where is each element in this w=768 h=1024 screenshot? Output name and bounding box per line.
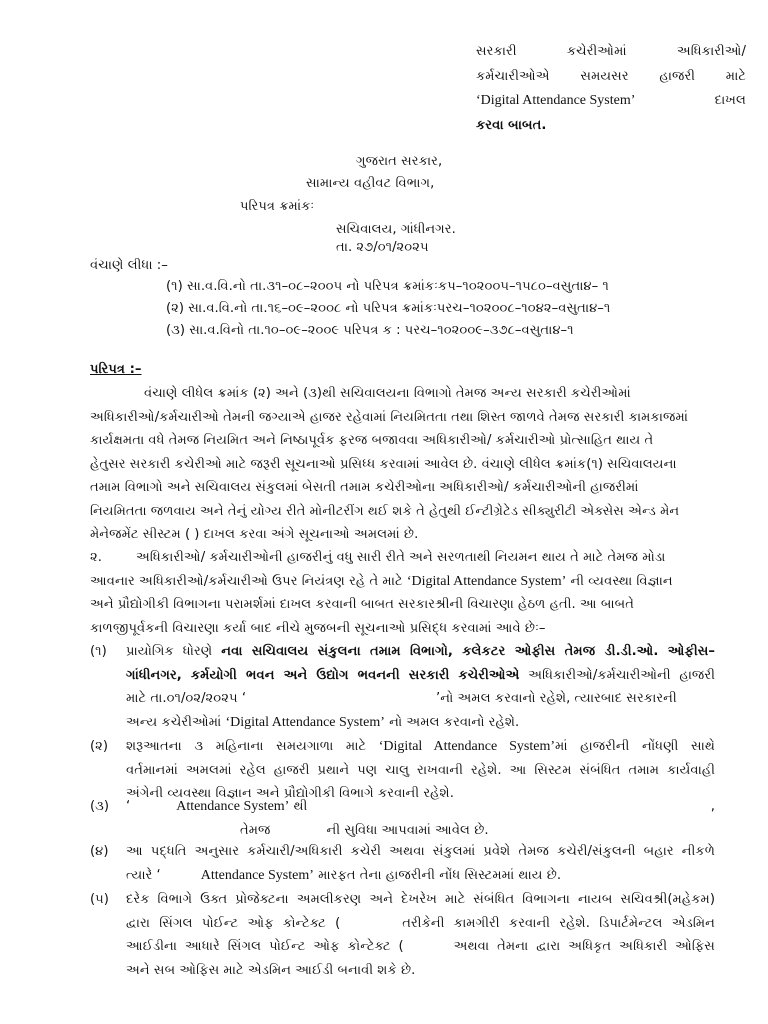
point-line: અંગેની વ્યવસ્થા વિજ્ઞાન અને પ્રૌદ્યોગીકી વિભાગે કરવાની રહેશે. xyxy=(126,786,454,801)
paragraph-line xyxy=(90,546,715,570)
point-line xyxy=(126,640,715,664)
subject-line-3 xyxy=(476,89,746,114)
point-line xyxy=(126,935,715,959)
point-line xyxy=(126,664,715,688)
point-text: અન્ય કચેરીઓમાં xyxy=(126,714,226,730)
point-4 xyxy=(90,840,715,887)
point-line xyxy=(126,795,715,819)
point-text: માં હાજરીની નોંધણી સાથે xyxy=(555,739,715,754)
point-3 xyxy=(90,795,715,842)
circular-heading: પરિપત્ર :– xyxy=(90,362,142,377)
point-text: અધિકારીઓ/કર્મચારીઓની હાજરી xyxy=(519,667,715,683)
paragraph-line: તમામ વિભાગો અને સચિવાલય સંકુલમાં બેસતી તમામ કચેરીઓના અધિકારીઓ/ કર્મચારીઓની હાજરીમાં xyxy=(90,480,639,495)
paragraph-line: અને પ્રૌદ્યોગીકી વિભાગના પરામર્શમાં દાખલ કરવાની બાબત સરકારશ્રીની વિચારણા હેઠળ હતી. આ બાબતે xyxy=(90,597,634,612)
point-text: દ્વારા સિંગલ પોઈન્ટ ઓફ કોન્ટેક્ટ ( xyxy=(126,915,341,931)
department-name: સામાન્ય વહીવટ વિભાગ, xyxy=(306,176,435,191)
point-bold-text: નવા સચિવાલય સંકુલના તમામ વિભાગો, કલેકટર ઓફીસ તેમજ ડી.ડી.ઓ. ઓફીસ– xyxy=(221,644,715,659)
point-text: નો અમલ કરવાનો રહેશે. xyxy=(384,714,520,730)
references-title: વંચાણે લીધા :– xyxy=(90,258,168,273)
reference-item: (૧) સા.વ.વિ.નો તા.૩૧–૦૮–૨૦૦૫ નો પરિપત્ર ક્રમાંકઃકપ–૧૦૨૦૦૫–૧૫૮૦–વસુતા૪– ૧ xyxy=(166,279,609,294)
point-line xyxy=(126,711,715,735)
point-line: વર્તમાનમાં અમલમાં રહેલ હાજરી પ્રથાને પણ ચાલુ રાખવાની રહેશે. આ સિસ્ટમ સંબંધિત તમામ કાર્યવાહી xyxy=(126,762,715,778)
point-1 xyxy=(90,640,715,734)
point-number: (૧) xyxy=(90,644,107,659)
paragraph-line: વંચાણે લીધેલ ક્રમાંક (૨) અને (૩)થી સચિવાલયના વિભાગો તેમજ અન્ય સરકારી કચેરીઓમાં xyxy=(144,386,631,401)
system-name: Attendance System’ xyxy=(200,867,314,883)
point-text: આઈડીના આધારે સિંગલ પોઈન્ટ ઓફ કોન્ટેક્ટ ( xyxy=(126,939,404,954)
paragraph-number: ૨. xyxy=(90,550,102,565)
reference-item: (૩) સા.વ.વિનો તા.૧૦–૦૯–૨૦૦૯ પરિપત્ર ક : પરચ–૧૦૨૦૦૯–૩૭૮–વસુતા૪–૧ xyxy=(166,323,574,338)
subject-block xyxy=(476,40,746,138)
paragraph-text: આવનાર અધિકારીઓ/કર્મચારીઓ ઉપર નિયંત્રણ રહે તે માટે xyxy=(90,573,407,589)
govt-name: ગુજરાત સરકાર, xyxy=(356,154,443,169)
point-line xyxy=(126,819,715,843)
subject-word: સરકારી xyxy=(476,44,517,59)
point-text: ‘ xyxy=(126,799,131,814)
point-text: પ્રાયોગિક ધોરણે xyxy=(126,644,222,659)
paragraph-line: અધિકારીઓ/કર્મચારીઓ તેમની જગ્યાએ હાજર રહેવામાં નિયમિતતા તથા શિસ્ત જાળવે તેમજ સરકારી કામકાજમાં xyxy=(90,409,688,425)
system-name: ‘Digital Attendance System’ xyxy=(406,573,567,589)
point-line: આ પદ્ધતિ અનુસાર કર્મચારી/અધિકારી કચેરી અથવા સંકુલમાં પ્રવેશે તેમજ કચેરી/સંકુલની બહાર નીકળે xyxy=(126,844,715,859)
point-text: ની સુવિધા આપવામાં આવેલ છે. xyxy=(326,822,489,838)
paragraph-line: કાર્યક્ષમતા વધે તેમજ નિયમિત અને નિષ્ઠાપૂર્વક ફરજ બજાવવા અધિકારીઓ/ કર્મચારીઓ પ્રોત્સાહિત થાય તે xyxy=(90,433,654,448)
subject-word: અધિકારીઓ/ xyxy=(676,44,746,59)
paragraph-text: ની વ્યવસ્થા વિજ્ઞાન xyxy=(566,573,673,589)
point-bold-text: ગાંધીનગર, કર્મયોગી ભવન અને ઉદ્યોગ ભવનની સરકારી કચેરીઓએ xyxy=(126,667,520,683)
point-text: થી xyxy=(289,799,308,814)
point-line xyxy=(126,864,715,888)
point-text: તરીકેની કામગીરી કરવાની રહેશે. ડિપાર્ટમેન્ટલ એડમિન xyxy=(402,915,715,931)
paragraph-line: નિયમિતતા જળવાય અને તેનું યોગ્ય રીતે મોનીટરીંગ થઈ શકે તે હેતુથી ઈન્ટીગ્રેટેડ સીક્યુરીટી એક્સેસ એન્ડ મેન xyxy=(90,503,680,519)
point-text: તેમજ xyxy=(240,822,271,838)
point-line xyxy=(126,687,715,711)
subject-line-1 xyxy=(476,40,746,65)
point-line: દરેક વિભાગે ઉક્ત પ્રોજેક્ટના અમલીકરણ અને દેખરેખ માટે સંબંધિત વિભાગના નાયબ સચિવશ્રી(મહેકમ) xyxy=(126,892,715,907)
circular-date: તા. ૨૭/૦૧/૨૦૨૫ xyxy=(336,240,429,255)
subject-word: કચેરીઓમાં xyxy=(566,44,627,59)
system-name: ‘Digital Attendance System’ xyxy=(476,93,636,108)
point-line xyxy=(126,735,715,759)
point-text: શરૂઆતના ૩ મહિનાના સમયગાળા માટે xyxy=(126,739,379,754)
paragraph-2 xyxy=(90,546,715,640)
system-name: Attendance System’ xyxy=(176,799,290,814)
paragraph-line: કાળજીપૂર્વકની વિચારણા કર્યા બાદ નીચે મુજબની સૂચનાઓ પ્રસિદ્ધ કરવામાં આવે છેઃ– xyxy=(90,620,546,636)
point-text: માટે તા.૦૧/૦૨/૨૦૨૫ ‘ xyxy=(126,691,247,706)
point-number: (૨) xyxy=(90,739,109,754)
point-text: અથવા તેમના દ્વારા અધિકૃત અધિકારી ઓફિસ xyxy=(453,939,715,954)
point-number: (૫) xyxy=(90,892,109,907)
subject-word: દાખલ xyxy=(714,93,746,108)
point-text: , xyxy=(710,799,715,814)
point-5 xyxy=(90,888,715,982)
place: સચિવાલય, ગાંધીનગર. xyxy=(336,222,456,237)
system-name: ‘Digital Attendance System’ xyxy=(225,714,385,730)
system-name: ‘Digital Attendance System’ xyxy=(378,739,556,754)
circular-number-label: પરિપત્ર ક્રમાંકઃ xyxy=(240,199,315,214)
point-text: ત્યારે ‘ xyxy=(126,867,161,883)
reference-item: (૨) સા.વ.વિ.નો તા.૧૬–૦૯–૨૦૦૮ નો પરિપત્ર ક્રમાંકઃપરચ–૧૦૨૦૦૮–૧૦૪૨–વસુતા૪–૧ xyxy=(166,301,611,316)
paragraph-line: હેતુસર સરકારી કચેરીઓ માટે જરૂરી સૂચનાઓ પ્રસિધ્ધ કરવામાં આવેલ છે. વંચાણે લીધેલ ક્રમાંક(૧) સચિવાલયના xyxy=(90,456,677,472)
point-text: મારફત તેના હાજરીની નોંધ સિસ્ટમમાં થાય છે. xyxy=(313,867,562,883)
subject-line-2: કર્મચારીઓએ સમયસર હાજરી માટે xyxy=(476,68,746,84)
paragraph-line xyxy=(90,570,715,594)
point-line xyxy=(126,912,715,936)
paragraph-line: મેનેજમેંટ સીસ્ટમ ( ) દાખલ કરવા અંગે સૂચનાઓ અમલમાં છે. xyxy=(90,527,419,542)
paragraph-text: અધિકારીઓ/ કર્મચારીઓની હાજરીનું વધુ સારી રીતે અને સરળતાથી નિયમન થાય તે માટે તેમજ મોડા xyxy=(136,550,666,565)
paragraph-1 xyxy=(90,382,715,547)
point-number: (૩) xyxy=(90,799,110,814)
subject-line-4: કરવા બાબત. xyxy=(476,117,547,133)
point-text: ’નો અમલ કરવાનો રહેશે, ત્યારબાદ સરકારની xyxy=(436,691,677,706)
point-line: અને સબ ઓફિસ માટે એડમિન આઈડી બનાવી શકે છે. xyxy=(126,962,416,978)
point-number: (૪) xyxy=(90,844,109,859)
